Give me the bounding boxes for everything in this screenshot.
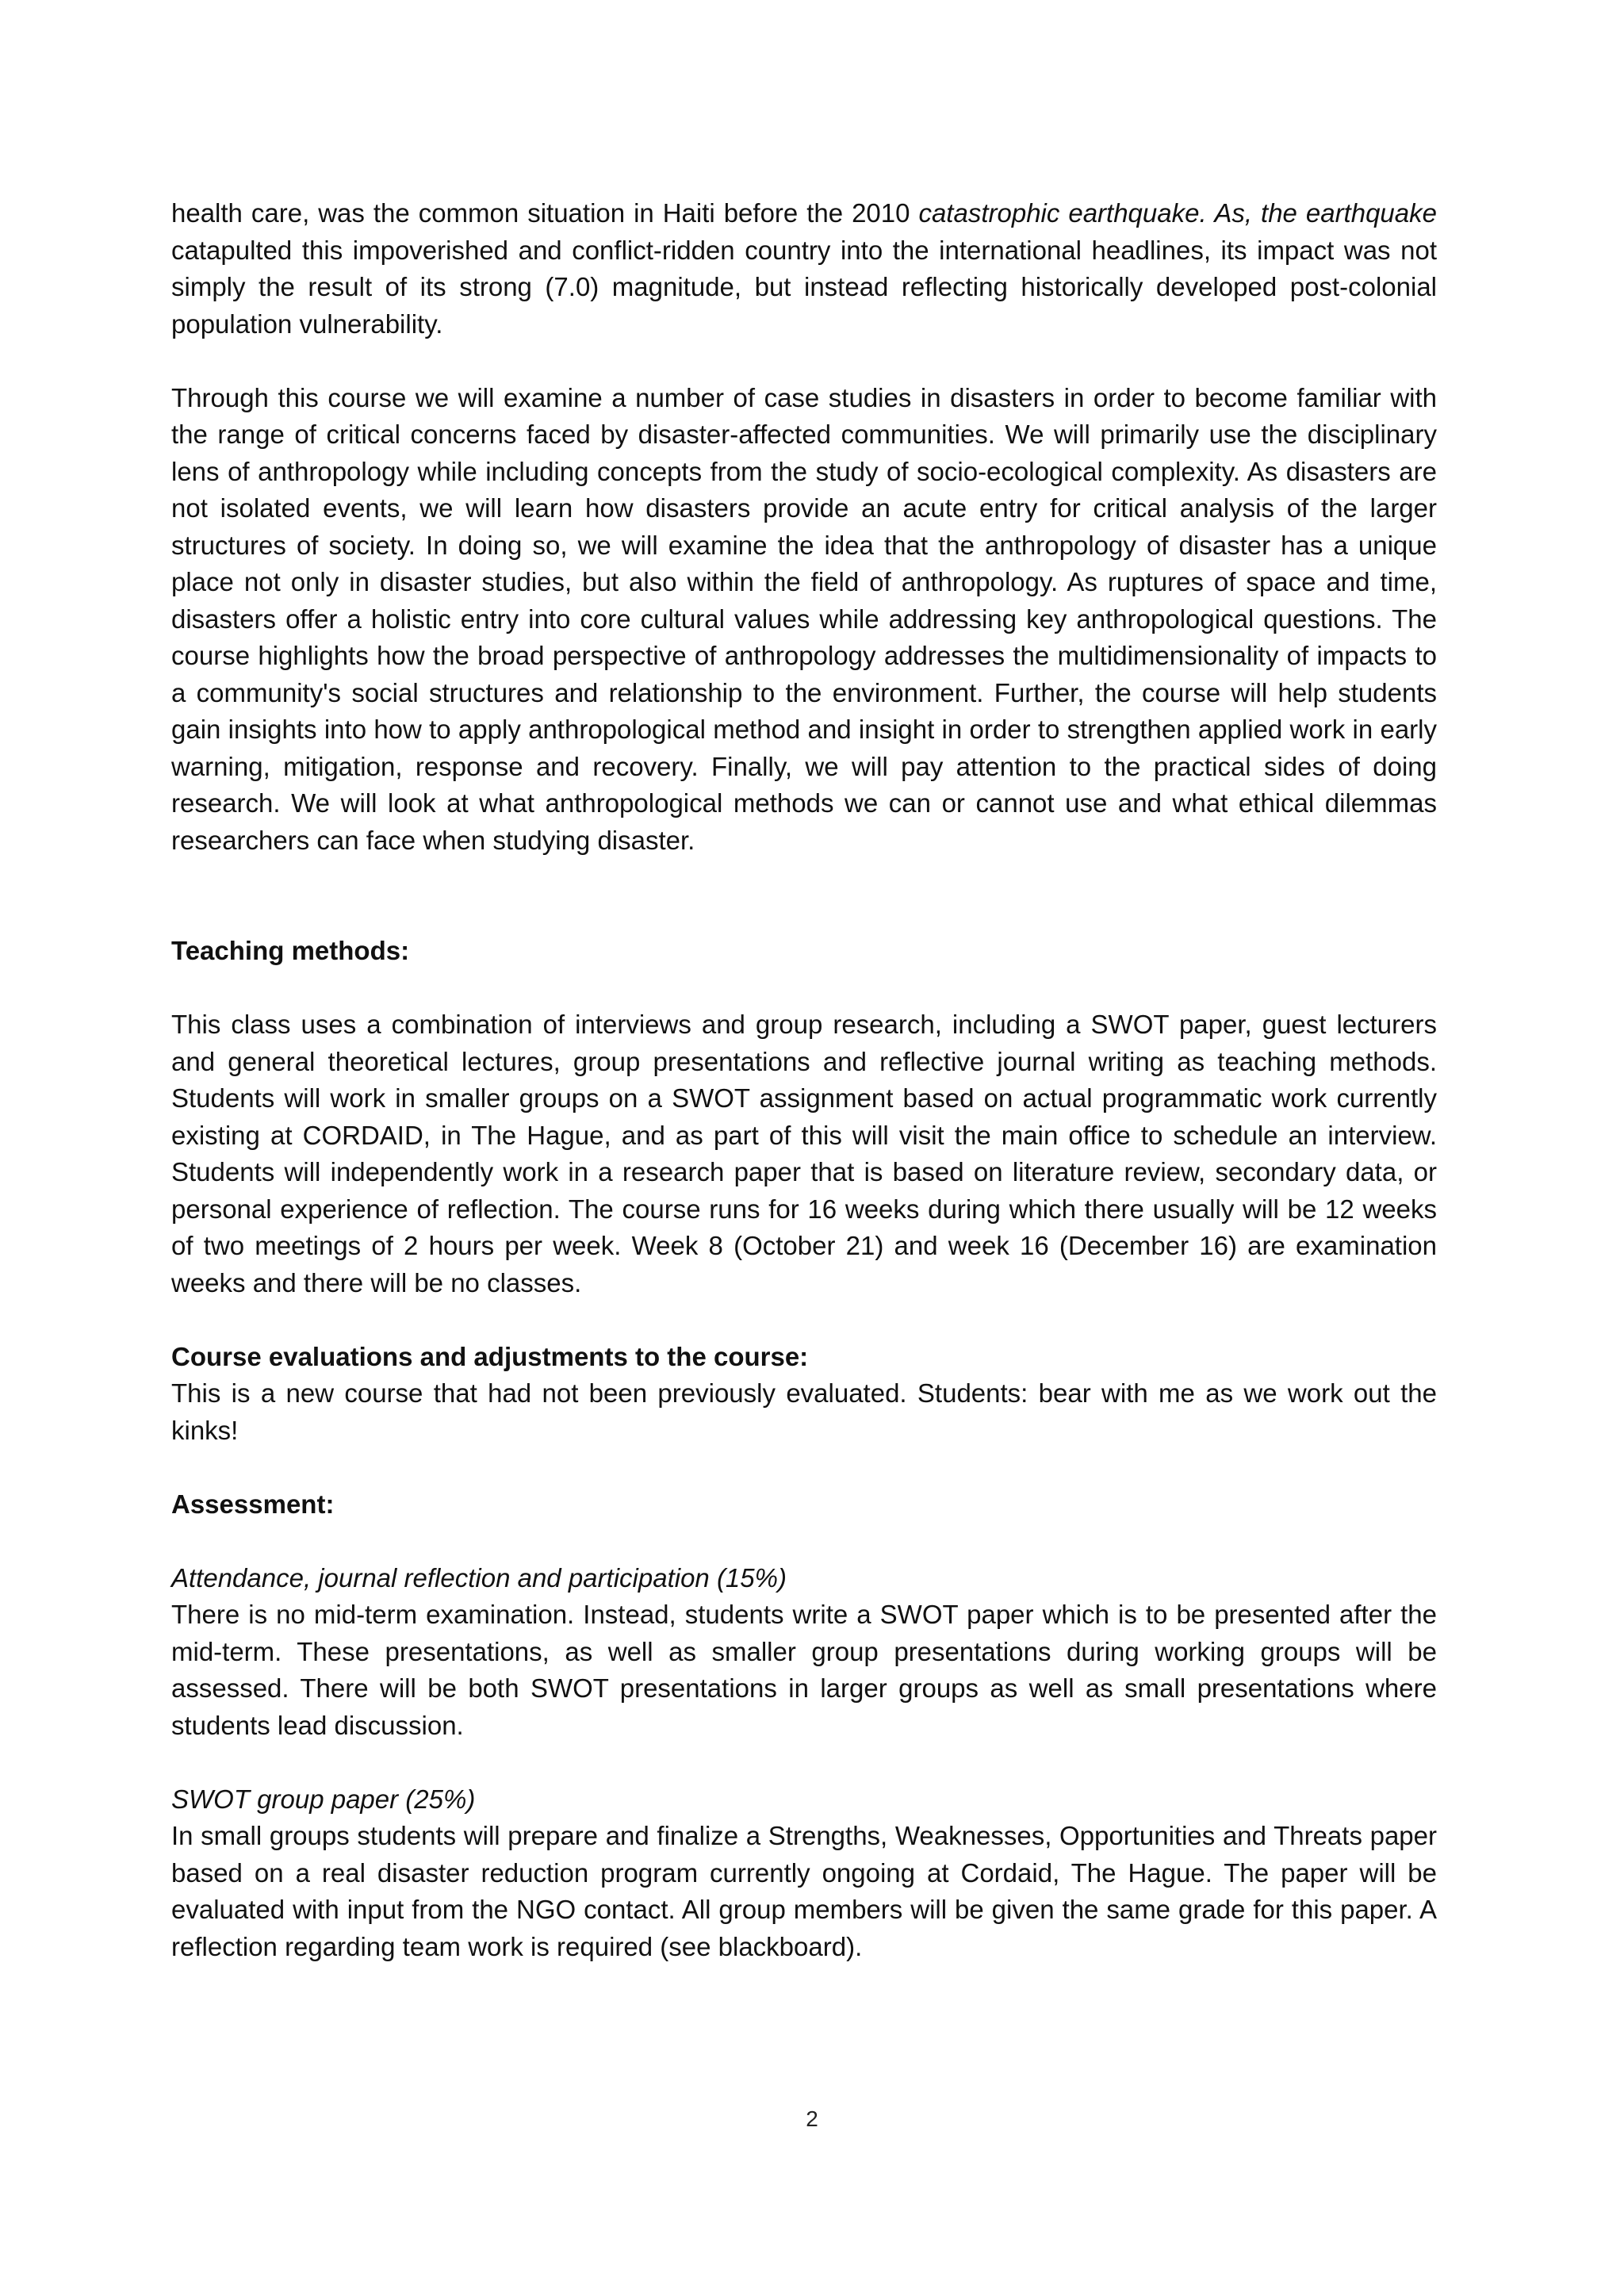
spacer: [171, 859, 1437, 933]
intro-text-italic: catastrophic earthquake. As, the earthquake: [918, 198, 1437, 228]
course-evaluations-paragraph: This is a new course that had not been previously evaluated. Students: bear with me as we work out the kinks!: [171, 1378, 1437, 1445]
attendance-paragraph: There is no mid-term examination. Instead, students write a SWOT paper which is to be presented after the mid-term. These presentations, as well as smaller group presentations during working groups will be assessed. There will be both SWOT presentations in larger groups as well as small presentations where students lead discussion.: [171, 1600, 1437, 1740]
teaching-methods-heading: Teaching methods:: [171, 936, 410, 965]
swot-paper-paragraph: In small groups students will prepare and finalize a Strengths, Weaknesses, Opportunities and Threats paper based on a real disaster reduction program currently ongoing at Cordaid, The Hague. The paper will be evaluated with input from the NGO contact. All group members will be given the same grade for this paper. A reflection regarding team work is required (see blackboard).: [171, 1821, 1437, 1961]
spacer: [171, 1301, 1437, 1339]
spacer: [171, 1449, 1437, 1486]
attendance-subheading: Attendance, journal reflection and participation (15%): [171, 1562, 787, 1593]
spacer: [171, 970, 1437, 1007]
course-evaluations-heading: Course evaluations and adjustments to the course:: [171, 1341, 809, 1371]
teaching-methods-paragraph: This class uses a combination of interviews and group research, including a SWOT paper, guest lecturers and general theoretical lectures, group presentations and reflective journal writing as teaching methods. Students will work in smaller groups on a SWOT assignment based on actual programmatic work currently existing at CORDAID, in The Hague, and as part of this will visit the main office to schedule an interview. Students will independently work in a research paper that is based on literature review, secondary data, or personal experience of reflection. The course runs for 16 weeks during which there usually will be 12 weeks of two meetings of 2 hours per week. Week 8 (October 21) and week 16 (December 16) are examination weeks and there will be no classes.: [171, 1010, 1437, 1297]
intro-text-part2: catapulted this impoverished and conflict-ridden country into the international headlines, its impact was not simply the result of its strong (7.0) magnitude, but instead reflecting historically developed post-colonial population vulnerability.: [171, 235, 1437, 339]
spacer: [171, 1744, 1437, 1781]
assessment-heading: Assessment:: [171, 1489, 335, 1519]
intro-text-part1: health care, was the common situation in Haiti before the 2010: [171, 198, 919, 228]
swot-paper-subheading: SWOT group paper (25%): [171, 1784, 476, 1814]
document-page: [171, 195, 1437, 1965]
spacer: [171, 343, 1437, 380]
course-overview-paragraph: Through this course we will examine a number of case studies in disasters in order to become familiar with the range of critical concerns faced by disaster-affected communities. We will primarily use the disciplinary lens of anthropology while including concepts from the study of socio-ecological complexity. As disasters are not isolated events, we will learn how disasters provide an acute entry for critical analysis of the larger structures of society. In doing so, we will examine the idea that the anthropology of disaster has a unique place not only in disaster studies, but also within the field of anthropology. As ruptures of space and time, disasters offer a holistic entry into core cultural values while addressing key anthropological questions. The course highlights how the broad perspective of anthropology addresses the multidimensionality of impacts to a community's social structures and relationship to the environment. Further, the course will help students gain insights into how to apply anthropological method and insight in order to strengthen applied work in early warning, mitigation, response and recovery. Finally, we will pay attention to the practical sides of doing research. We will look at what anthropological methods we can or cannot use and what ethical dilemmas researchers can face when studying disaster.: [171, 382, 1437, 855]
page-number: 2: [806, 2106, 818, 2131]
spacer: [171, 1523, 1437, 1560]
intro-paragraph-haiti: [171, 195, 1437, 343]
